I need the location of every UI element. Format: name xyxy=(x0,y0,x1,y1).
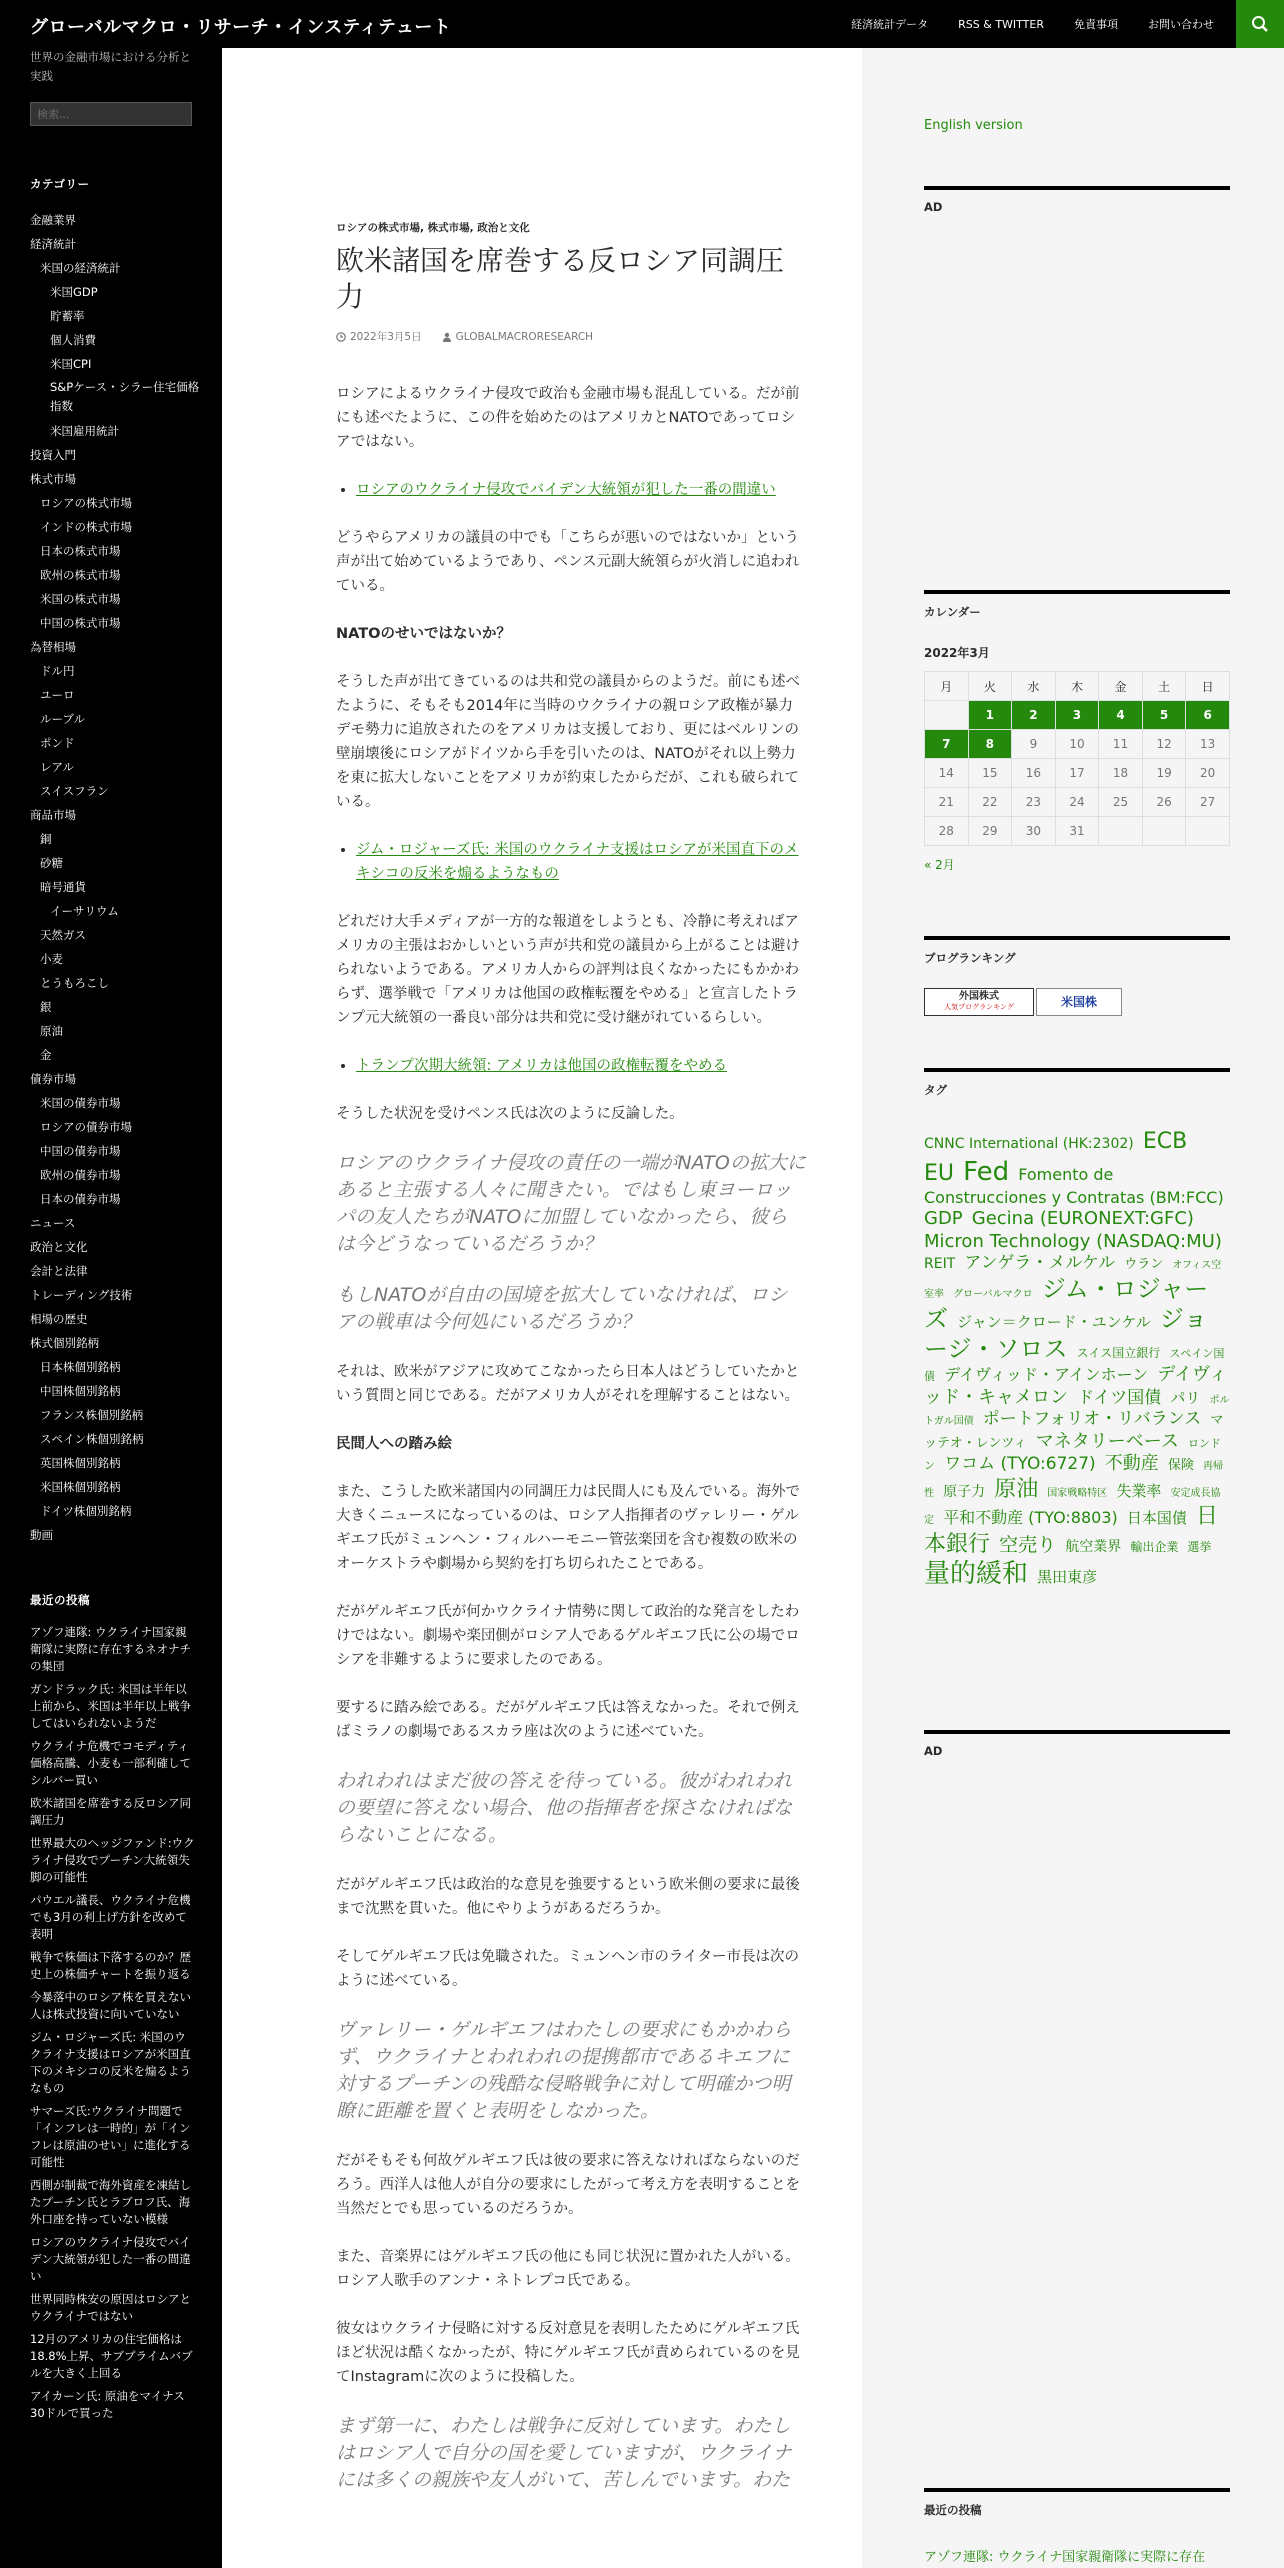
category-item[interactable]: S&Pケース・シラー住宅価格指数 xyxy=(50,380,200,413)
nav-contact[interactable]: お問い合わせ xyxy=(1148,18,1214,31)
recent-post-link[interactable]: パウエル議長、ウクライナ危機でも3月の利上げ方針を改めて表明 xyxy=(30,1893,191,1941)
category-item[interactable]: 為替相場 xyxy=(30,640,76,654)
category-item[interactable]: 日本株個別銘柄 xyxy=(40,1360,121,1374)
recent-post-link[interactable]: アイカーン氏: 原油をマイナス30ドルで買った xyxy=(30,2389,185,2420)
nav-rss[interactable]: RSS & TWITTER xyxy=(958,17,1044,31)
tag-link[interactable]: 選挙 xyxy=(1187,1539,1212,1554)
category-item[interactable]: 米国CPI xyxy=(50,357,92,371)
calendar-day: 16 xyxy=(1012,759,1056,788)
quote: まず第一に、わたしは戦争に反対しています。わたしはロシア人で自分の国を愛していますが、ウクライナには多くの親族や友人がいて、苦しんでいます。わた xyxy=(336,2415,792,2491)
calendar-day: 22 xyxy=(968,788,1012,817)
ranking-badge-us-stocks[interactable]: 米国株 xyxy=(1036,988,1122,1016)
calendar-day: 23 xyxy=(1012,788,1056,817)
ranking-widget xyxy=(924,936,1230,1016)
section-heading: NATOのせいではないか？ xyxy=(336,626,511,642)
tag-link[interactable]: REIT xyxy=(924,1256,956,1272)
paragraph: そしてゲルギエフ氏は免職された。ミュンヘン市のライター市長は次のように述べている。 xyxy=(336,1949,799,1989)
calendar-caption: 2022年3月 xyxy=(924,646,990,660)
category-item[interactable]: イーサリウム xyxy=(50,904,119,918)
category-item[interactable]: 欧州の債券市場 xyxy=(40,1168,121,1182)
paragraph: だがそもそも何故ゲルギエフ氏は彼の要求に答えなければならないのだろう。西洋人は他人が自分の要求にしたがって考え方を表明することを当然だとでも思っているのだろうか。 xyxy=(336,2153,800,2217)
category-item[interactable]: 天然ガス xyxy=(40,928,86,942)
calendar-table xyxy=(924,671,1230,846)
paragraph: そうした声が出てきているのは共和党の議員からのようだ。前にも述べたように、そもそも2014年に当時のウクライナの親ロシア政権が暴力デモ勢力に追放されたのをアメリカは支援しており、更にはベルリンの壁崩壊後にロシアがドイツから手を引いたのは、NATOがそれ以上勢力を東に拡大しないことをアメリカが約束したからだが、これも破られている。 xyxy=(336,674,800,810)
category-item[interactable]: 政治と文化 xyxy=(30,1240,88,1254)
category-item[interactable]: ドイツ株個別銘柄 xyxy=(40,1504,132,1518)
site-header xyxy=(0,0,1284,48)
ad-title: AD xyxy=(924,200,943,214)
category-item[interactable]: 日本の株式市場 xyxy=(40,544,121,558)
recent-post-link[interactable]: ガンドラック氏: 米国は半年以上前から、米国は半年以上戦争してはいられないようだ xyxy=(30,1682,191,1730)
ranking-title: ブログランキング xyxy=(924,951,1016,965)
calendar-weekday: 火 xyxy=(968,672,1012,701)
tag-link[interactable]: デイヴィッド・キャメロン xyxy=(924,1364,1228,1408)
calendar-day: 13 xyxy=(1186,730,1230,759)
category-item[interactable]: 銅 xyxy=(40,832,52,846)
category-item[interactable]: 小麦 xyxy=(40,952,63,966)
tag-link[interactable]: Fomento de Construcciones y Contratas (BM:FCC) xyxy=(924,1164,1224,1207)
category-item[interactable]: 商品市場 xyxy=(30,808,76,822)
quote: ヴァレリー・ゲルギエフはわたしの要求にもかかわらず、ウクライナとわれわれの提携都市であるキエフに対するプーチンの残酷な侵略戦争に対して明確かつ明瞭に距離を置くと表明をしなかった。 xyxy=(336,2019,792,2122)
category-item[interactable]: 米国の経済統計 xyxy=(40,261,121,275)
nav-disclaimer[interactable]: 免責事項 xyxy=(1074,18,1118,31)
paragraph: どれだけ大手メディアが一方的な報道をしようとも、冷静に考えればアメリカの主張はおかしいという声が共和党の議員から上がることは避けられないようである。アメリカ人からの評判は良くなかったにもかかわらず、選挙戦で「アメリカは他国の政権転覆をやめる」と宣言したトランプ元大統領の一番良い部分は共和党に受け継がれているらしい。 xyxy=(336,914,800,1026)
tag-link[interactable]: 日本銀行 xyxy=(924,1504,1218,1557)
tag-link[interactable]: 原油 xyxy=(994,1476,1039,1502)
category-item[interactable]: 動画 xyxy=(30,1528,53,1542)
calendar-day[interactable]: 1 xyxy=(968,701,1012,730)
site-tagline: 世界の金融市場における分析と実践 xyxy=(30,50,191,83)
tag-link[interactable]: ポートフォリオ・リバランス xyxy=(982,1409,1202,1430)
tag-link[interactable]: 輸出企業 xyxy=(1130,1539,1179,1554)
calendar-day: 14 xyxy=(925,759,969,788)
recent-post-link[interactable]: 西側が制裁で海外資産を凍結したプーチン氏とラブロフ氏、海外口座を持っていない模様 xyxy=(30,2178,191,2226)
search-icon xyxy=(1251,15,1269,33)
badge-sublabel: 人気ブログランキング xyxy=(944,1003,1014,1011)
recent-post-link[interactable]: 今暴落中のロシア株を買えない人は株式投資に向いていない xyxy=(30,1990,191,2021)
tag-link[interactable]: ウラン xyxy=(1124,1257,1164,1272)
left-sidebar xyxy=(0,48,222,2568)
category-item[interactable]: 日本の債券市場 xyxy=(40,1192,121,1206)
category-item[interactable]: 米国雇用統計 xyxy=(50,424,119,438)
calendar-weekday: 金 xyxy=(1099,672,1143,701)
tag-link[interactable]: ポルトガル国債 xyxy=(924,1394,1230,1428)
category-item[interactable]: ルーブル xyxy=(40,712,85,726)
calendar-day: 30 xyxy=(1012,817,1056,846)
paragraph: それは、欧米がアジアに攻めてこなかったら日本人はどうしていたかという質問と同じである。だがアメリカ人がそれを理解することはない。 xyxy=(336,1364,800,1404)
calendar-weekday: 水 xyxy=(1012,672,1056,701)
calendar-day[interactable]: 4 xyxy=(1099,701,1143,730)
category-item[interactable]: 貯蓄率 xyxy=(50,309,85,323)
calendar-day[interactable]: 7 xyxy=(925,730,969,759)
recent-posts-widget xyxy=(924,2488,1230,2565)
site-title[interactable]: グローバルマクロ・リサーチ・インスティテュート xyxy=(30,17,452,38)
category-item[interactable]: 金 xyxy=(40,1048,52,1062)
tag-link[interactable]: 空売り xyxy=(999,1533,1057,1556)
category-item[interactable]: 原油 xyxy=(40,1024,63,1038)
recent-post-link[interactable]: 世界最大のヘッジファンド:ウクライナ侵攻でプーチン大統領失脚の可能性 xyxy=(30,1836,195,1884)
tag-link[interactable]: マネタリーベース xyxy=(1035,1430,1179,1452)
calendar-day: 26 xyxy=(1142,788,1186,817)
ad-title: AD xyxy=(924,1744,943,1758)
paragraph: だがゲルギエフ氏が何かウクライナ情勢に関して政治的な発言をしたわけではない。劇場や楽団側がロシア人であるゲルギエフ氏に公の場でロシアを非難するように要求したのである。 xyxy=(336,1604,800,1668)
category-item[interactable]: 株式個別銘柄 xyxy=(30,1336,99,1350)
categories-title: カテゴリー xyxy=(30,177,90,191)
category-item[interactable]: 砂糖 xyxy=(40,856,63,870)
quote: ロシアのウクライナ侵攻の責任の一端がNATOの拡大にあると主張する人々に聞きたい。ではもし東ヨーロッパの友人たちがNATOに加盟していなかったら、彼らは今どうなっているだろうか？ xyxy=(336,1152,806,1255)
category-item[interactable]: 投資入門 xyxy=(30,448,76,462)
calendar-day[interactable]: 8 xyxy=(968,730,1012,759)
tag-link[interactable]: マッテオ・レンツィ xyxy=(924,1413,1224,1451)
calendar-weekday: 木 xyxy=(1055,672,1099,701)
tag-link[interactable]: CNNC International (HK:2302) xyxy=(924,1136,1134,1152)
badge-label: 外国株式 xyxy=(959,991,999,1002)
category-item[interactable]: 金融業界 xyxy=(30,213,76,227)
tag-link[interactable]: スペイン国債 xyxy=(924,1347,1225,1384)
tag-link[interactable]: Fed xyxy=(963,1156,1010,1187)
category-item[interactable]: スペイン株個別銘柄 xyxy=(40,1432,144,1446)
post-date[interactable] xyxy=(336,329,422,344)
category-item[interactable]: ロシアの株式市場 xyxy=(40,496,132,510)
calendar-day: 15 xyxy=(968,759,1012,788)
post-author[interactable] xyxy=(442,331,593,343)
paragraph: だがゲルギエフ氏は政治的な意見を強要するという欧米側の要求に最後まで沈黙を貫いた。他にやりようがあるだろうか。 xyxy=(336,1877,800,1917)
recent-posts-title: 最近の投稿 xyxy=(924,2503,982,2517)
paragraph: 要するに踏み絵である。だがゲルギエフ氏は答えなかった。それで例えばミラノの劇場であるスカラ座は次のように述べていた。 xyxy=(336,1700,800,1740)
tag-link[interactable]: グローバルマクロ xyxy=(953,1289,1033,1301)
tag-link[interactable]: 量的緩和 xyxy=(924,1559,1029,1589)
calendar-day: 18 xyxy=(1099,759,1143,788)
calendar-empty xyxy=(1142,817,1186,846)
related-link[interactable]: トランプ次期大統領: アメリカは他国の政権転覆をやめる xyxy=(356,1058,727,1074)
tag-link[interactable]: Gecina (EURONEXT:GFC) xyxy=(971,1208,1194,1229)
calendar-title: カレンダー xyxy=(924,605,981,619)
tag-link[interactable]: ワコム (TYO:6727) xyxy=(944,1454,1096,1474)
calendar-day: 31 xyxy=(1055,817,1099,846)
category-item[interactable]: 米国GDP xyxy=(50,285,98,299)
recent-post-link[interactable]: サマーズ氏:ウクライナ問題で「インフレは一時的」が「インフレは原油のせい」に進化する可能性 xyxy=(30,2104,191,2169)
ad-widget-2 xyxy=(924,1730,1230,1758)
paragraph: また、こうした欧米諸国内の同調圧力は民間人にも及んでいる。海外で大きくニュースになっているのは、ロシア人指揮者のヴァレリー・ゲルギエフ氏がミュンヘン・フィルハーモニー管弦楽団を含む複数の欧米のオーケストラや劇場から契約を打ち切られたことである。 xyxy=(336,1484,800,1572)
calendar-day: 19 xyxy=(1142,759,1186,788)
paragraph: また、音楽界にはゲルギエフ氏の他にも同じ状況に置かれた人がいる。ロシア人歌手のアンナ・ネトレプコ氏である。 xyxy=(336,2249,800,2289)
post-body xyxy=(336,382,806,2494)
paragraph: 彼女はウクライナ侵略に対する反対意見を表明したためにゲルギエフ氏ほど状況は酷くなかったが、特にゲルギエフ氏が責められているのを見てInstagramに次のように投稿した。 xyxy=(336,2321,800,2385)
post-categories[interactable]: ロシアの株式市場, 株式市場, 政治と文化 xyxy=(336,222,530,234)
calendar-day[interactable]: 3 xyxy=(1055,701,1099,730)
category-item[interactable]: 銀 xyxy=(40,1000,52,1014)
tag-link[interactable]: 再帰性 xyxy=(924,1461,1223,1499)
search-toggle[interactable] xyxy=(1236,0,1284,48)
calendar-day[interactable]: 6 xyxy=(1186,701,1230,730)
category-item[interactable]: 個人消費 xyxy=(50,333,96,347)
category-item[interactable]: ニュース xyxy=(30,1216,76,1230)
tag-link[interactable]: 失業率 xyxy=(1116,1481,1162,1500)
tag-link[interactable]: GDP xyxy=(924,1208,963,1229)
clock-icon xyxy=(336,332,346,342)
recent-post-link[interactable]: アゾフ連隊: ウクライナ国家親衛隊に実際に存在 xyxy=(924,2550,1206,2565)
calendar-empty xyxy=(1186,817,1230,846)
category-list xyxy=(30,208,210,1547)
tag-link[interactable]: パリ xyxy=(1170,1388,1201,1407)
paragraph: ロシアによるウクライナ侵攻で政治も金融市場も混乱している。だが前にも述べたように、この件を始めたのはアメリカとNATOであってロシアではない。 xyxy=(336,386,800,450)
category-item[interactable]: 暗号通貨 xyxy=(40,880,86,894)
category-item[interactable]: ロシアの債券市場 xyxy=(40,1120,132,1134)
tags-widget xyxy=(924,1068,1230,1591)
calendar-day: 10 xyxy=(1055,730,1099,759)
tag-link[interactable]: デイヴィッド・アインホーン xyxy=(944,1365,1149,1385)
category-item[interactable]: 米国株個別銘柄 xyxy=(40,1480,121,1494)
category-item[interactable]: レアル xyxy=(40,760,75,774)
category-item[interactable]: ポンド xyxy=(40,736,75,750)
recent-post-link[interactable]: 欧米諸国を席巻する反ロシア同調圧力 xyxy=(30,1796,191,1827)
calendar-day: 11 xyxy=(1099,730,1143,759)
primary-nav xyxy=(821,0,1214,48)
recent-posts-list xyxy=(30,1624,196,2428)
recent-posts-title: 最近の投稿 xyxy=(30,1593,90,1607)
category-item[interactable]: 米国の株式市場 xyxy=(40,592,121,606)
category-item[interactable]: 英国株個別銘柄 xyxy=(40,1456,121,1470)
user-icon xyxy=(442,332,452,342)
recent-post-link[interactable]: アゾフ連隊: ウクライナ国家親衛隊に実際に存在するネオナチの集団 xyxy=(30,1625,191,1673)
calendar-day: 27 xyxy=(1186,788,1230,817)
calendar-weekday: 土 xyxy=(1142,672,1186,701)
tag-link[interactable]: 航空業界 xyxy=(1065,1538,1122,1555)
recent-post-link[interactable]: ウクライナ危機でコモディティ価格高騰、小麦も一部利確してシルバー買い xyxy=(30,1739,191,1787)
recent-post-link[interactable]: ジム・ロジャーズ氏: 米国のウクライナ支援はロシアが米国直下のメキシコの反米を煽るようなもの xyxy=(30,2030,191,2095)
tag-link[interactable]: ジョージ・ソロス xyxy=(924,1305,1208,1364)
post-title: 欧米諸国を席巻する反ロシア同調圧力 xyxy=(336,244,785,313)
category-item[interactable]: 欧州の株式市場 xyxy=(40,568,121,582)
tag-link[interactable]: ジャン＝クロード・ユンケル xyxy=(957,1313,1151,1332)
tag-link[interactable]: 不動産 xyxy=(1104,1453,1159,1474)
category-item[interactable]: 会計と法律 xyxy=(30,1264,88,1278)
english-version-link[interactable]: English version xyxy=(924,118,1023,133)
related-link[interactable]: ジム・ロジャーズ氏: 米国のウクライナ支援はロシアが米国直下のメキシコの反米を煽るようなもの xyxy=(356,842,799,882)
paragraph: そうした状況を受けペンス氏は次のように反論した。 xyxy=(336,1106,684,1122)
post-date-text: 2022年3月5日 xyxy=(350,331,422,343)
calendar-weekday: 日 xyxy=(1186,672,1230,701)
tag-link[interactable]: 保険 xyxy=(1167,1458,1194,1473)
post-article xyxy=(336,220,806,2518)
recent-post-link[interactable]: 12月のアメリカの住宅価格は18.8%上昇、サブプライムバブルを大きく上回る xyxy=(30,2332,193,2380)
category-item[interactable]: ドル円 xyxy=(40,664,75,678)
calendar-day[interactable]: 5 xyxy=(1142,701,1186,730)
tag-link[interactable]: スイス国立銀行 xyxy=(1076,1346,1161,1361)
tag-link[interactable]: 黒田東彦 xyxy=(1037,1568,1098,1586)
calendar-day: 28 xyxy=(925,817,969,846)
tag-link[interactable]: 国家戦略特区 xyxy=(1047,1487,1108,1499)
post-author-text: GLOBALMACRORESEARCH xyxy=(455,330,594,343)
category-item[interactable]: 中国の株式市場 xyxy=(40,616,121,630)
ranking-badge-foreign-stocks[interactable] xyxy=(924,988,1034,1016)
category-item[interactable]: 経済統計 xyxy=(30,237,76,251)
tags-title: タグ xyxy=(924,1083,947,1097)
quote: われわれはまだ彼の答えを待っている。彼がわれわれの要望に答えない場合、他の指揮者を探さなければならないことになる。 xyxy=(336,1770,793,1846)
calendar-empty xyxy=(925,701,969,730)
calendar-day: 20 xyxy=(1186,759,1230,788)
ad-widget-1 xyxy=(924,186,1230,214)
calendar-widget xyxy=(924,590,1230,873)
calendar-day: 25 xyxy=(1099,788,1143,817)
calendar-weekday: 月 xyxy=(925,672,969,701)
category-item[interactable]: インドの株式市場 xyxy=(40,520,132,534)
calendar-day: 24 xyxy=(1055,788,1099,817)
category-item[interactable]: 債券市場 xyxy=(30,1072,76,1086)
tag-link[interactable]: 安定成長協定 xyxy=(924,1487,1221,1526)
calendar-prev-link[interactable]: « 2月 xyxy=(924,858,955,872)
recent-post-link[interactable]: ロシアのウクライナ侵攻でバイデン大統領が犯した一番の間違い xyxy=(30,2235,191,2283)
paragraph: どうやらアメリカの議員の中でも「こちらが悪いのではないか」という声が出て始めているようであり、ペンス元副大統領らが火消しに追われている。 xyxy=(336,530,800,594)
calendar-empty xyxy=(1099,817,1143,846)
calendar-day: 12 xyxy=(1142,730,1186,759)
category-item[interactable]: 株式市場 xyxy=(30,472,76,486)
tag-link[interactable]: 日本国債 xyxy=(1126,1509,1187,1527)
tag-link[interactable]: ジム・ロジャーズ xyxy=(924,1275,1209,1334)
calendar-day: 9 xyxy=(1012,730,1056,759)
post-meta xyxy=(336,329,806,344)
tag-link[interactable]: Micron Technology (NASDAQ:MU) xyxy=(924,1230,1222,1252)
tag-link[interactable]: EU xyxy=(924,1160,955,1186)
category-item[interactable]: フランス株個別銘柄 xyxy=(40,1408,144,1422)
main-content xyxy=(222,48,862,2568)
category-item[interactable]: スイスフラン xyxy=(40,784,109,798)
tag-link[interactable]: 平和不動産 (TYO:8803) xyxy=(943,1508,1118,1527)
section-heading: 民間人への踏み絵 xyxy=(336,1436,452,1452)
tag-link[interactable]: アンゲラ・メルケル xyxy=(964,1253,1116,1273)
category-item[interactable]: トレーディング技術 xyxy=(30,1288,133,1302)
recent-post-link[interactable]: 戦争で株価は下落するのか？歴史上の株価チャートを振り返る xyxy=(30,1950,191,1981)
tag-link[interactable]: ロンドン xyxy=(924,1436,1221,1472)
right-sidebar xyxy=(862,48,1284,2568)
tag-link[interactable]: ドイツ国債 xyxy=(1077,1387,1162,1408)
calendar-day[interactable]: 2 xyxy=(1012,701,1056,730)
recent-post-link[interactable]: 世界同時株安の原因はロシアとウクライナではない xyxy=(30,2292,191,2323)
related-link[interactable]: ロシアのウクライナ侵攻でバイデン大統領が犯した一番の間違い xyxy=(356,482,776,498)
tag-link[interactable]: ECB xyxy=(1142,1129,1188,1154)
category-item[interactable]: 中国の債券市場 xyxy=(40,1144,121,1158)
tag-cloud xyxy=(924,1128,1230,1591)
nav-stats[interactable]: 経済統計データ xyxy=(851,18,929,31)
tag-link[interactable]: 原子力 xyxy=(943,1483,986,1500)
category-item[interactable]: とうもろこし xyxy=(40,976,109,990)
quote: もしNATOが自由の国境を拡大していなければ、ロシアの戦車は今何処にいるだろうか？ xyxy=(336,1284,788,1333)
category-item[interactable]: 米国の債券市場 xyxy=(40,1096,121,1110)
category-item[interactable]: ユーロ xyxy=(40,688,75,702)
calendar-day: 29 xyxy=(968,817,1012,846)
calendar-day: 17 xyxy=(1055,759,1099,788)
category-item[interactable]: 相場の歴史 xyxy=(30,1312,88,1326)
search-input[interactable] xyxy=(30,102,192,126)
category-item[interactable]: 中国株個別銘柄 xyxy=(40,1384,121,1398)
tag-link[interactable]: オフィス空室率 xyxy=(924,1260,1222,1301)
calendar-day: 21 xyxy=(925,788,969,817)
